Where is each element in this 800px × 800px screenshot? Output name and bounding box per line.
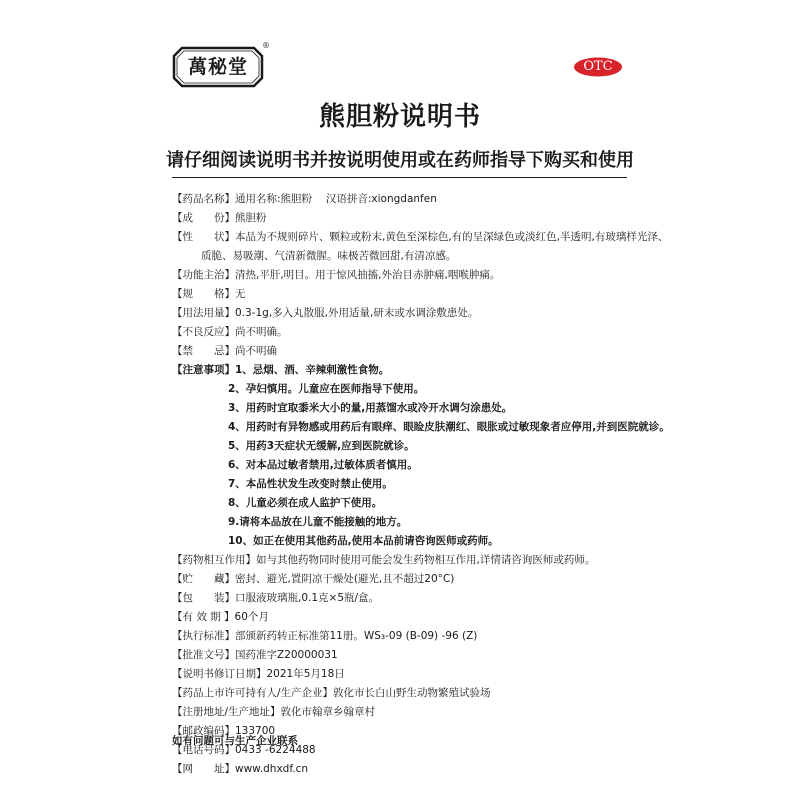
line-description-cont: 质脆、易吸潮、气清新微腥。味极苦微回甜,有清凉感。 <box>201 250 457 262</box>
line-specification: 【规 格】无 <box>172 288 246 300</box>
line-approval-number: 【批准文号】国药准字Z20000031 <box>172 649 338 661</box>
line-precaution-10: 10、如正在使用其他药品,使用本品前请咨询医师或药师。 <box>228 535 499 547</box>
line-validity: 【有 效 期 】60个月 <box>172 611 269 623</box>
line-holder: 【药品上市许可持有人/生产企业】敦化市长白山野生动物繁殖试验场 <box>172 687 491 699</box>
page-title: 熊胆粉说明书 <box>318 102 481 132</box>
line-contraindications: 【禁 忌】尚不明确 <box>172 345 277 357</box>
line-precaution-5: 5、用药3天症状无缓解,应到医院就诊。 <box>228 440 415 452</box>
line-website: 【网 址】www.dhxdf.cn <box>172 763 309 775</box>
line-address: 【注册地址/生产地址】敦化市翰章乡翰章村 <box>172 706 376 718</box>
line-description: 【性 状】本品为不规则碎片、颗粒或粉末,黄色至深棕色,有的呈深绿色或淡红色,半透明,有玻璃样光泽、 <box>172 231 669 243</box>
line-precaution-6: 6、对本品过敏者禁用,过敏体质者慎用。 <box>228 459 418 471</box>
divider <box>172 177 627 178</box>
line-dosage: 【用法用量】0.3-1g,多入丸散服,外用适量,研末或水调涂敷患处。 <box>172 307 479 319</box>
line-package: 【包 装】口服液玻璃瓶,0.1克×5瓶/盒。 <box>172 592 380 604</box>
registered-mark: ® <box>262 41 270 50</box>
line-precaution-3: 3、用药时宜取黍米大小的量,用蒸馏水或冷开水调匀涂患处。 <box>228 402 513 414</box>
line-precaution-7: 7、本品性状发生改变时禁止使用。 <box>228 478 393 490</box>
line-interactions: 【药物相互作用】如与其他药物同时使用可能会发生药物相互作用,详情请咨询医师或药师。 <box>172 554 596 566</box>
page-subtitle: 请仔细阅读说明书并按说明使用或在药师指导下购买和使用 <box>166 150 634 171</box>
line-standard: 【执行标准】部颁新药转正标准第11册。WS₃-09 (B-09) -96 (Z) <box>172 630 478 642</box>
line-precaution-2: 2、孕妇慎用。儿童应在医师指导下使用。 <box>228 383 425 395</box>
line-precaution-1: 【注意事项】1、忌烟、酒、辛辣刺激性食物。 <box>172 364 390 376</box>
line-postcode: 【邮政编码】133700 <box>172 725 276 737</box>
line-storage: 【贮 藏】密封、避光,置阴凉干燥处(避光,且不超过20°C) <box>172 573 455 585</box>
line-indications: 【功能主治】清热,平肝,明目。用于惊风抽搐,外治目赤肿痛,咽喉肿痛。 <box>172 269 501 281</box>
footer-note: 如有问题可与生产企业联系 <box>172 735 298 747</box>
line-ingredients: 【成 份】熊胆粉 <box>172 212 267 224</box>
line-phone: 【电话号码】0433 -6224488 <box>172 744 316 756</box>
otc-label: OTC <box>583 59 613 74</box>
line-drug-name: 【药品名称】通用名称:熊胆粉 汉语拼音:xiongdanfen <box>172 193 437 205</box>
line-precaution-8: 8、儿童必须在成人监护下使用。 <box>228 497 383 509</box>
leaflet-body <box>172 190 670 779</box>
otc-badge <box>573 57 623 77</box>
line-adverse-reactions: 【不良反应】尚不明确。 <box>172 326 288 338</box>
line-revision-date: 【说明书修订日期】2021年5月18日 <box>172 668 345 680</box>
logo-text: 萬秘堂 <box>187 56 248 78</box>
line-precaution-9: 9.请将本品放在儿童不能接触的地方。 <box>228 516 408 528</box>
line-precaution-4: 4、用药时有异物感或用药后有眼痒、眼睑皮肤潮红、眼胀或过敏现象者应停用,并到医院就诊。 <box>228 421 670 433</box>
brand-logo <box>172 46 264 88</box>
